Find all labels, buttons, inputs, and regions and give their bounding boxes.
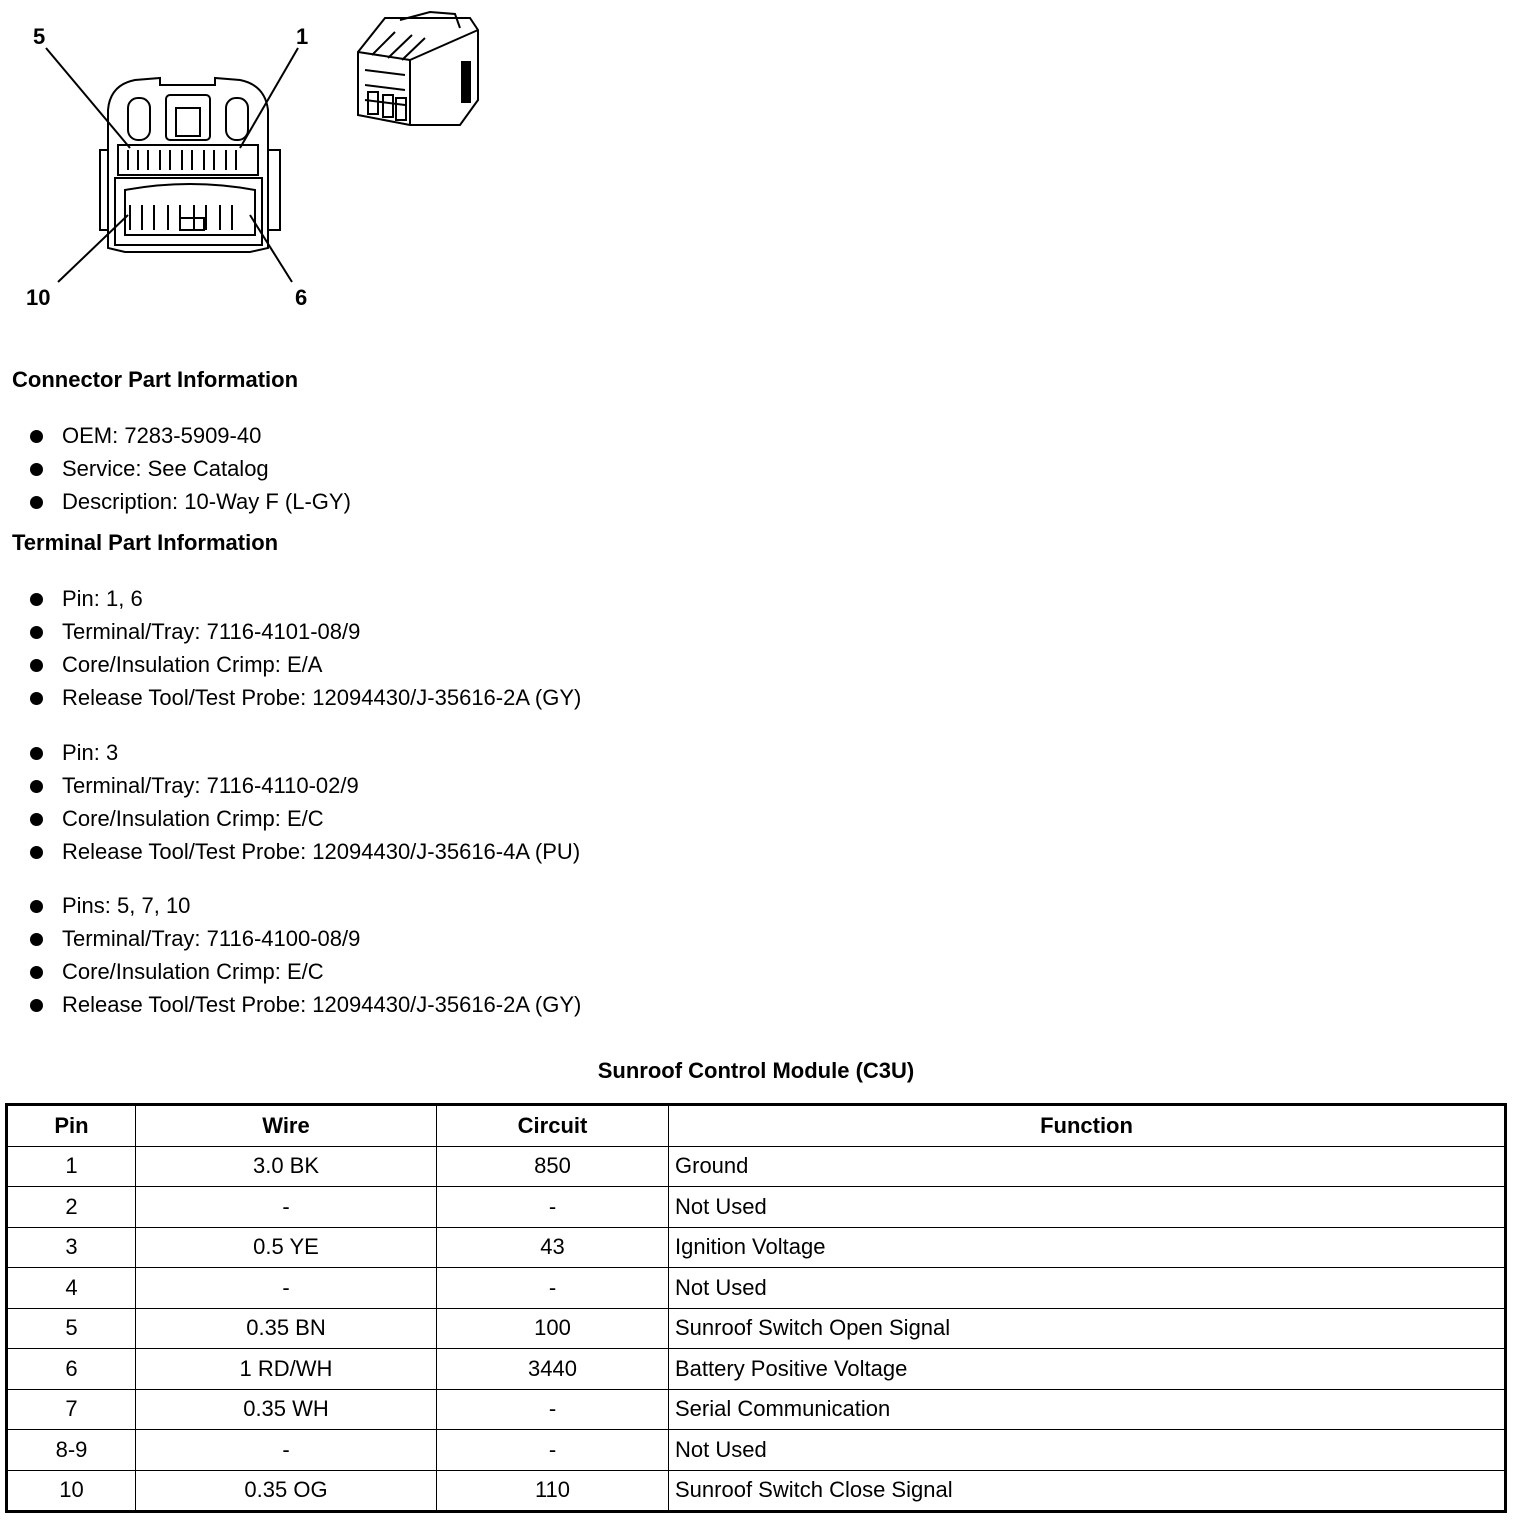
cell-circuit: 850 <box>437 1146 669 1187</box>
cell-pin: 4 <box>7 1268 136 1309</box>
cell-pin: 7 <box>7 1389 136 1430</box>
cell-pin: 1 <box>7 1146 136 1187</box>
list-item: Release Tool/Test Probe: 12094430/J-35616-2A (GY) <box>30 681 581 714</box>
cell-function: Ground <box>669 1146 1506 1187</box>
leader-line-pin-10 <box>58 215 128 282</box>
cell-circuit: - <box>437 1187 669 1228</box>
table-row <box>7 1349 1506 1390</box>
cell-pin: 8-9 <box>7 1430 136 1471</box>
list-item: Terminal/Tray: 7116-4101-08/9 <box>30 615 581 648</box>
list-item: Core/Insulation Crimp: E/C <box>30 802 580 835</box>
bullet-icon <box>30 626 43 639</box>
connector-info-heading: Connector Part Information <box>12 367 299 392</box>
terminal-info-heading: Terminal Part Information <box>12 530 279 555</box>
cell-function: Not Used <box>669 1430 1506 1471</box>
cell-circuit: - <box>437 1430 669 1471</box>
cell-wire: 0.35 OG <box>136 1470 437 1512</box>
connector-flange-right <box>268 150 280 230</box>
terminal-group-3 <box>30 889 581 1021</box>
cell-pin: 5 <box>7 1308 136 1349</box>
pin-label-1: 1 <box>296 24 309 49</box>
bullet-icon <box>30 747 43 760</box>
bullet-icon <box>30 692 43 705</box>
cell-pin: 2 <box>7 1187 136 1228</box>
cell-wire: - <box>136 1268 437 1309</box>
table-row <box>7 1227 1506 1268</box>
table-row <box>7 1308 1506 1349</box>
list-item: Pin: 3 <box>30 736 580 769</box>
pin-label-6: 6 <box>295 285 308 310</box>
connector-isometric-view <box>358 12 478 125</box>
pin-label-10: 10 <box>26 285 51 310</box>
cell-pin: 10 <box>7 1470 136 1512</box>
cell-wire: 0.35 BN <box>136 1308 437 1349</box>
connector-info-list <box>30 419 351 518</box>
cell-function: Serial Communication <box>669 1389 1506 1430</box>
connector-housing <box>108 78 268 252</box>
cell-wire: 0.5 YE <box>136 1227 437 1268</box>
cell-function: Battery Positive Voltage <box>669 1349 1506 1390</box>
cell-wire: - <box>136 1430 437 1471</box>
cell-circuit: 3440 <box>437 1349 669 1390</box>
bullet-icon <box>30 846 43 859</box>
list-item: Service: See Catalog <box>30 452 351 485</box>
list-item: Description: 10-Way F (L-GY) <box>30 485 351 518</box>
connector-flange-left <box>100 150 108 230</box>
list-item: Terminal/Tray: 7116-4100-08/9 <box>30 922 581 955</box>
table-row <box>7 1146 1506 1187</box>
pin-label-5: 5 <box>33 24 46 49</box>
table-title: Sunroof Control Module (C3U) <box>597 1058 915 1083</box>
leader-line-pin-6 <box>250 215 292 282</box>
cell-pin: 6 <box>7 1349 136 1390</box>
bullet-icon <box>30 496 43 509</box>
cell-circuit: 100 <box>437 1308 669 1349</box>
connector-diagram <box>0 0 520 340</box>
header-wire: Wire <box>136 1105 437 1147</box>
cell-function: Sunroof Switch Close Signal <box>669 1470 1506 1512</box>
list-item: Release Tool/Test Probe: 12094430/J-35616-2A (GY) <box>30 988 581 1021</box>
leader-line-pin-5 <box>46 48 130 148</box>
list-item: Release Tool/Test Probe: 12094430/J-35616-4A (PU) <box>30 835 580 868</box>
bullet-icon <box>30 813 43 826</box>
cell-circuit: - <box>437 1389 669 1430</box>
terminal-group-2 <box>30 736 580 868</box>
cell-function: Not Used <box>669 1268 1506 1309</box>
terminal-group-1 <box>30 582 581 714</box>
bullet-icon <box>30 900 43 913</box>
cell-pin: 3 <box>7 1227 136 1268</box>
cell-wire: - <box>136 1187 437 1228</box>
cell-function: Not Used <box>669 1187 1506 1228</box>
cell-circuit: 43 <box>437 1227 669 1268</box>
cell-function: Sunroof Switch Open Signal <box>669 1308 1506 1349</box>
list-item: Pins: 5, 7, 10 <box>30 889 581 922</box>
table-row <box>7 1389 1506 1430</box>
list-item: OEM: 7283-5909-40 <box>30 419 351 452</box>
table-row <box>7 1187 1506 1228</box>
list-item: Core/Insulation Crimp: E/C <box>30 955 581 988</box>
list-item: Core/Insulation Crimp: E/A <box>30 648 581 681</box>
list-item: Terminal/Tray: 7116-4110-02/9 <box>30 769 580 802</box>
pinout-table <box>5 1103 1507 1513</box>
bullet-icon <box>30 430 43 443</box>
bullet-icon <box>30 463 43 476</box>
table-header-row <box>7 1105 1506 1147</box>
header-function: Function <box>669 1105 1506 1147</box>
connector-latch <box>166 95 210 140</box>
table-row <box>7 1430 1506 1471</box>
bullet-icon <box>30 999 43 1012</box>
table-row <box>7 1268 1506 1309</box>
cell-circuit: - <box>437 1268 669 1309</box>
cell-circuit: 110 <box>437 1470 669 1512</box>
bullet-icon <box>30 659 43 672</box>
bullet-icon <box>30 966 43 979</box>
bullet-icon <box>30 780 43 793</box>
bullet-icon <box>30 593 43 606</box>
cell-wire: 1 RD/WH <box>136 1349 437 1390</box>
bullet-icon <box>30 933 43 946</box>
cell-wire: 0.35 WH <box>136 1389 437 1430</box>
table-row <box>7 1470 1506 1512</box>
header-pin: Pin <box>7 1105 136 1147</box>
header-circuit: Circuit <box>437 1105 669 1147</box>
cell-function: Ignition Voltage <box>669 1227 1506 1268</box>
list-item: Pin: 1, 6 <box>30 582 581 615</box>
cell-wire: 3.0 BK <box>136 1146 437 1187</box>
